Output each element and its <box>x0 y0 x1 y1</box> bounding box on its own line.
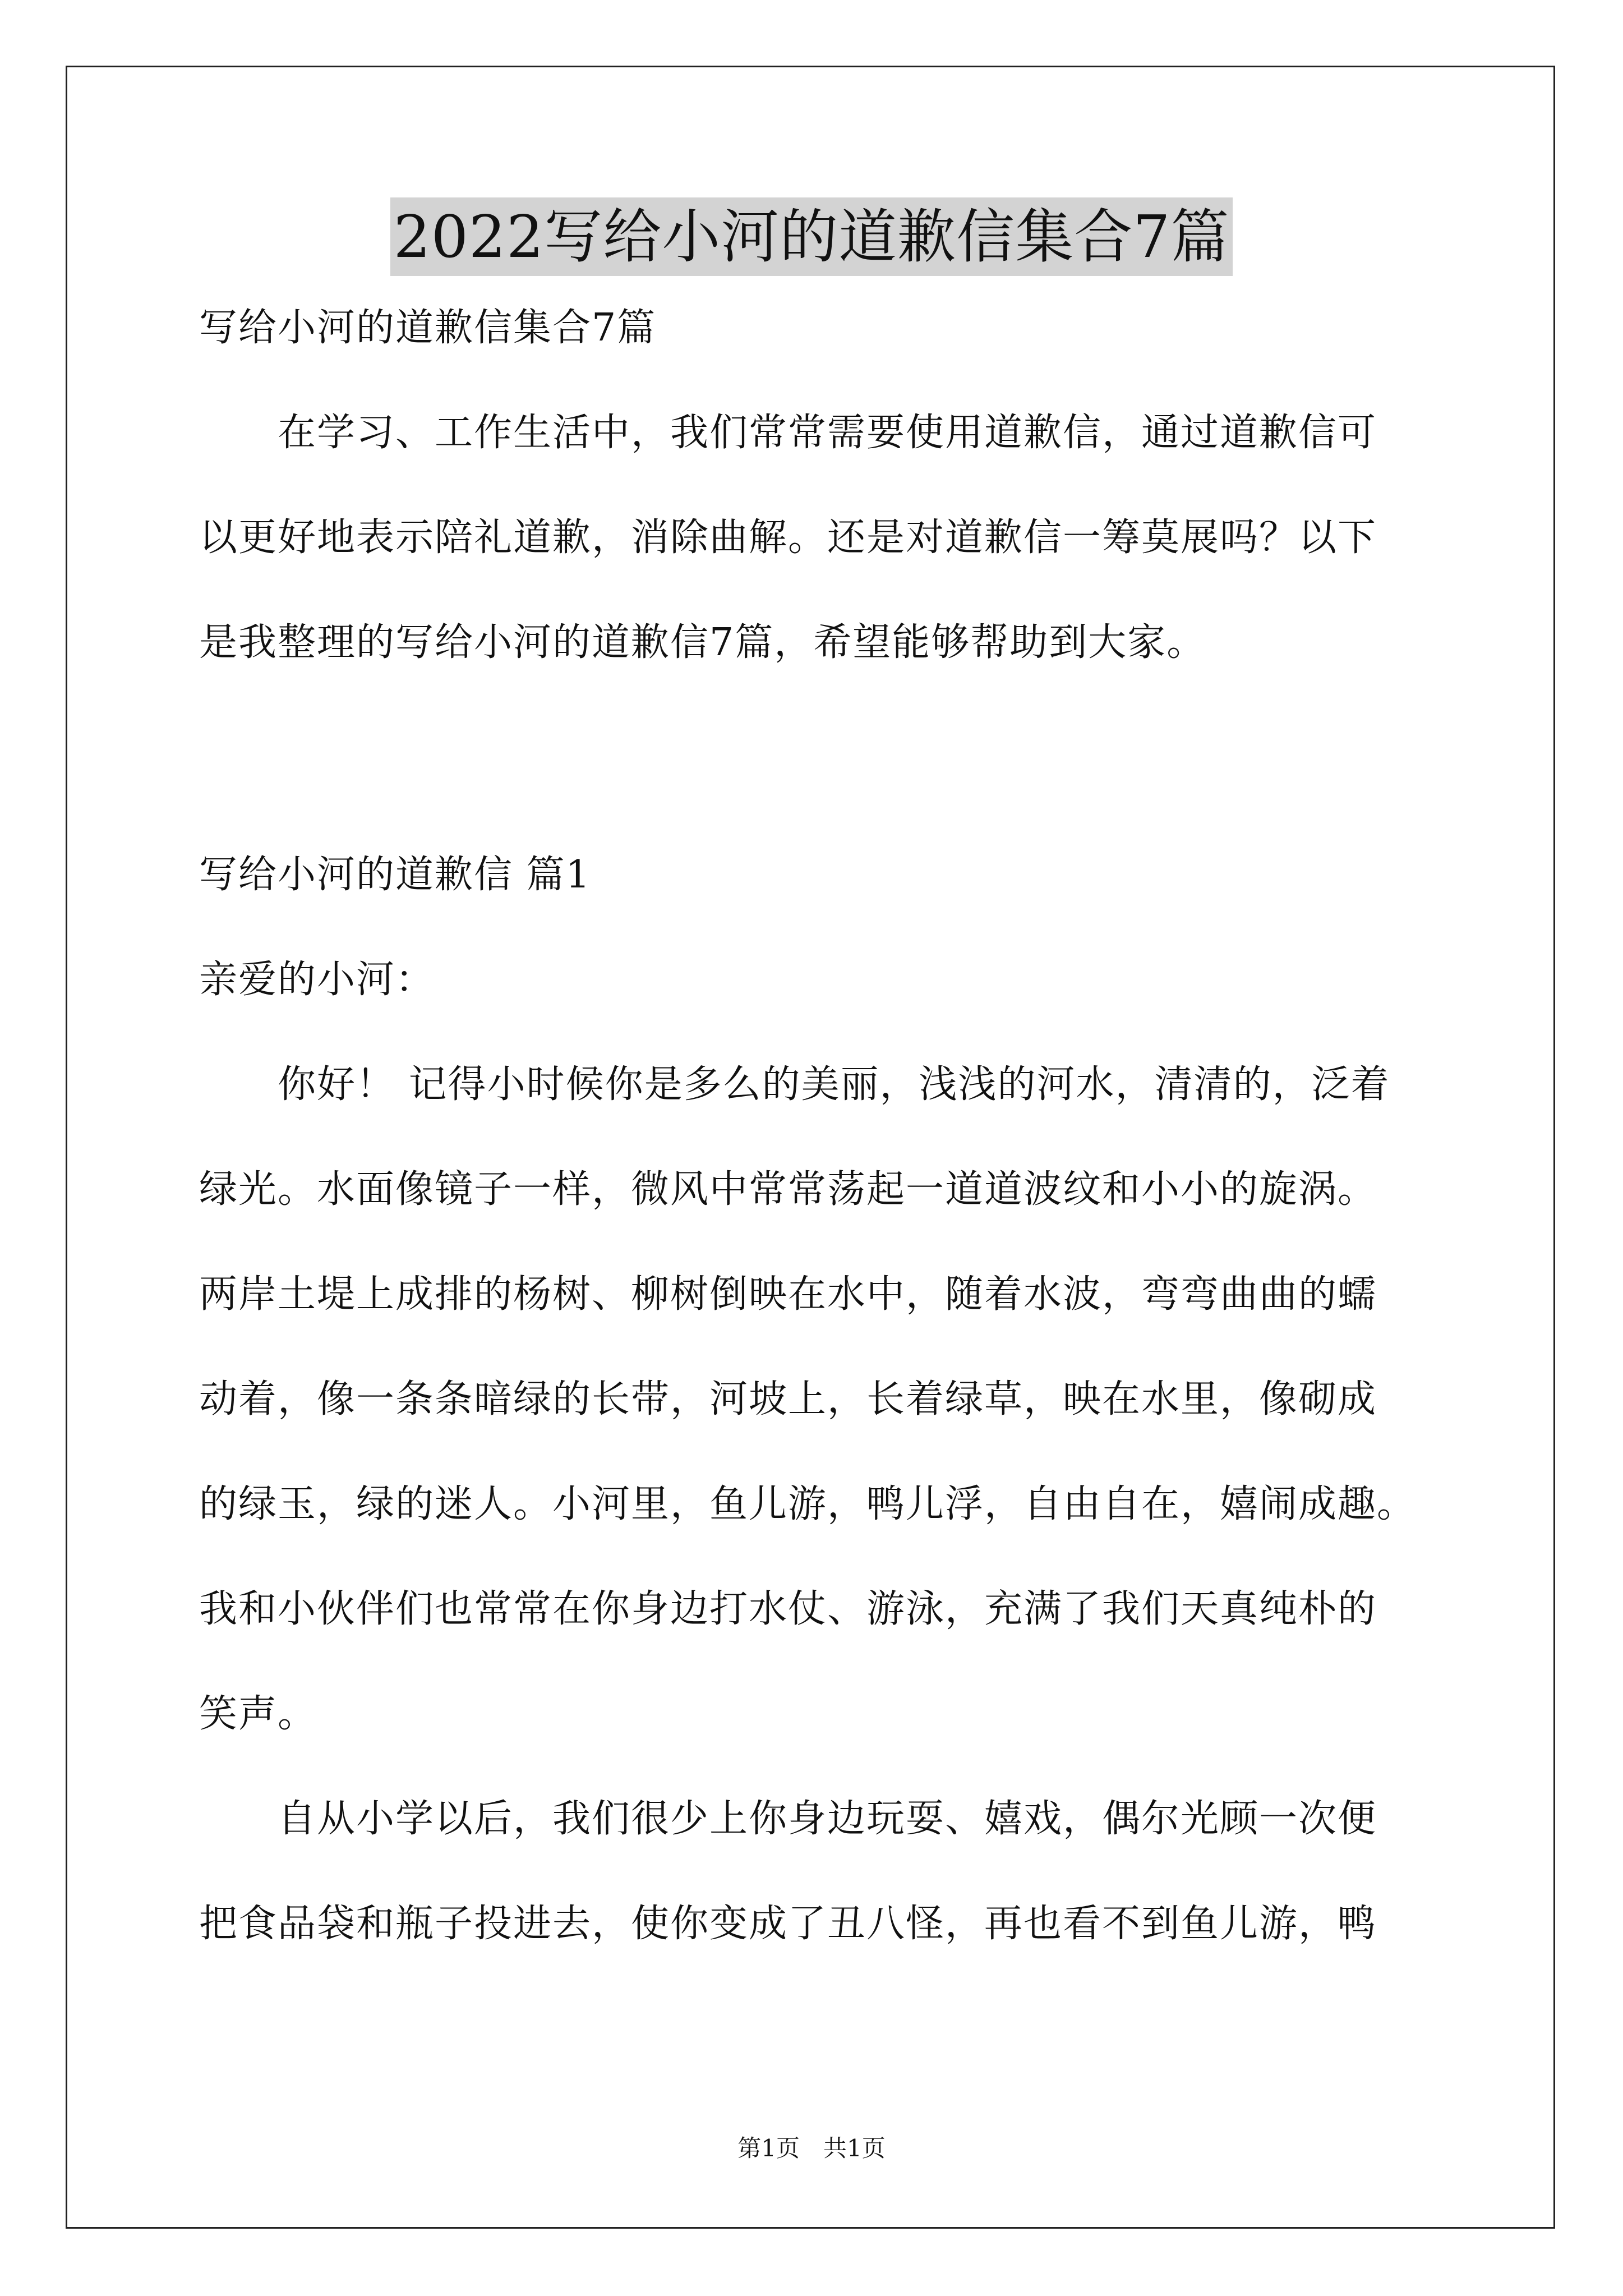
intro-line-2: 以更好地表示陪礼道歉，消除曲解。还是对道歉信一筹莫展吗？以下 <box>199 516 1377 560</box>
intro-line-1: 在学习、工作生活中，我们常常需要使用道歉信，通过道歉信可 <box>199 411 1377 455</box>
body-line-9: 把食品袋和瓶子投进去，使你变成了丑八怪，再也看不到鱼儿游，鸭 <box>199 1902 1377 1946</box>
document-title <box>0 197 1623 276</box>
intro-line-3: 是我整理的写给小河的道歉信7篇，希望能够帮助到大家。 <box>199 620 1206 665</box>
body-line-4: 动着，像一条条暗绿的长带，河坡上，长着绿草，映在水里，像砌成 <box>199 1377 1377 1421</box>
body-line-1: 你好！ 记得小时候你是多么的美丽，浅浅的河水，清清的，泛着 <box>199 1062 1390 1107</box>
document-title-text: 2022写给小河的道歉信集合7篇 <box>390 197 1233 276</box>
body-line-8: 自从小学以后，我们很少上你身边玩耍、嬉戏，偶尔光顾一次便 <box>199 1797 1377 1841</box>
section-heading: 写给小河的道歉信 篇1 <box>199 853 591 897</box>
body-line-7: 笑声。 <box>199 1692 317 1736</box>
subtitle-line: 写给小河的道歉信集合7篇 <box>199 306 657 350</box>
salutation-line: 亲爱的小河： <box>199 958 435 1002</box>
body-line-2: 绿光。水面像镜子一样，微风中常常荡起一道道波纹和小小的旋涡。 <box>199 1167 1377 1212</box>
body-line-5: 的绿玉，绿的迷人。小河里，鱼儿游，鸭儿浮，自由自在，嬉闹成趣。 <box>199 1482 1417 1526</box>
body-line-6: 我和小伙伴们也常常在你身边打水仗、游泳，充满了我们天真纯朴的 <box>199 1587 1377 1631</box>
body-line-3: 两岸土堤上成排的杨树、柳树倒映在水中，随着水波，弯弯曲曲的蠕 <box>199 1272 1377 1317</box>
page-number-footer: 第1页 共1页 <box>737 2134 886 2162</box>
